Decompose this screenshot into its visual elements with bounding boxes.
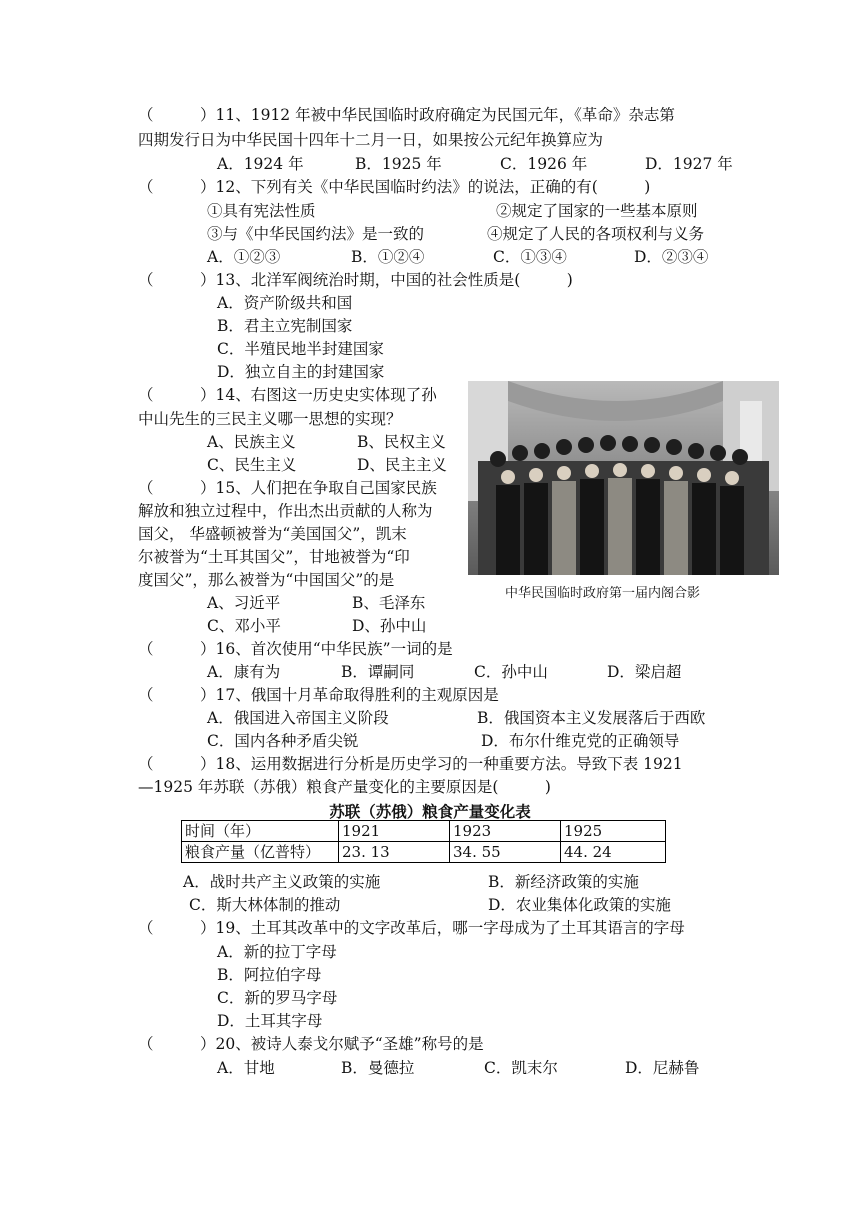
table-row [182, 821, 666, 842]
q12-option-d[interactable]: D．②③④ [634, 248, 709, 266]
q18-option-d[interactable]: D．农业集体化政策的实施 [488, 896, 671, 914]
q18-stem-line2: —1925 年苏联（苏俄）粮食产量变化的主要原因是( ) [138, 778, 551, 796]
table-cell: 23. 13 [339, 842, 450, 863]
table-header-cell: 1925 [561, 821, 666, 842]
q12-option-c[interactable]: C．①③④ [493, 248, 567, 266]
q11-option-a[interactable]: A．1924 年 [217, 155, 304, 173]
q18-option-a[interactable]: A．战时共产主义政策的实施 [183, 873, 381, 891]
q14-stem-line1: （ ）14、右图这一历史史实体现了孙 [138, 386, 437, 404]
q20-stem: （ ）20、被诗人泰戈尔赋予“圣雄”称号的是 [138, 1035, 484, 1053]
q12-item-4: ④规定了人民的各项权利与义务 [487, 225, 705, 243]
q15-option-b[interactable]: B、毛泽东 [352, 594, 426, 612]
q16-option-b[interactable]: B．谭嗣同 [341, 663, 415, 681]
q16-option-c[interactable]: C．孙中山 [474, 663, 548, 681]
q12-item-1: ①具有宪法性质 [207, 202, 316, 220]
q13-option-a[interactable]: A．资产阶级共和国 [217, 294, 353, 312]
q20-option-c[interactable]: C．凯末尔 [484, 1059, 558, 1077]
q12-item-3: ③与《中华民国约法》是一致的 [207, 225, 425, 243]
q13-option-d[interactable]: D．独立自主的封建国家 [217, 363, 385, 381]
q17-option-d[interactable]: D．布尔什维克党的正确领导 [481, 732, 680, 750]
q14-option-d[interactable]: D、民主主义 [357, 456, 447, 474]
q20-option-b[interactable]: B．曼德拉 [341, 1059, 415, 1077]
q13-option-c[interactable]: C．半殖民地半封建国家 [217, 340, 384, 358]
q11-stem-line2: 四期发行日为中华民国十四年十二月一日，如果按公元纪年换算应为 [138, 131, 604, 149]
q15-stem-line4: 尔被誉为“土耳其国父”，甘地被誉为“印 [138, 548, 410, 566]
q17-stem: （ ）17、俄国十月革命取得胜利的主观原因是 [138, 686, 499, 704]
q18-stem-line1: （ ）18、运用数据进行分析是历史学习的一种重要方法。导致下表 1921 [138, 755, 683, 773]
q11-stem-line1: （ ）11、1912 年被中华民国临时政府确定为民国元年，《革命》杂志第 [138, 106, 675, 124]
q19-option-b[interactable]: B．阿拉伯字母 [217, 966, 322, 984]
q15-stem-line5: 度国父”，那么被誉为“中国国父”的是 [138, 571, 395, 589]
q12-option-b[interactable]: B．①②④ [351, 248, 425, 266]
q15-stem-line3: 国父， 华盛顿被誉为“美国国父”，凯末 [138, 525, 407, 543]
q14-stem-line2: 中山先生的三民主义哪一思想的实现？ [138, 410, 402, 428]
q12-stem: （ ）12、下列有关《中华民国临时约法》的说法，正确的有( ) [138, 178, 651, 196]
q14-option-c[interactable]: C、民生主义 [207, 456, 297, 474]
q15-option-c[interactable]: C、邓小平 [207, 617, 281, 635]
table-cell: 34. 55 [450, 842, 561, 863]
q11-option-b[interactable]: B．1925 年 [355, 155, 442, 173]
q11-option-c[interactable]: C．1926 年 [500, 155, 588, 173]
table-header-cell: 时间（年） [182, 821, 339, 842]
q11-option-d[interactable]: D．1927 年 [645, 155, 733, 173]
q15-stem-line1: （ ）15、人们把在争取自己国家民族 [138, 479, 437, 497]
q12-option-a[interactable]: A．①②③ [207, 248, 281, 266]
q18-option-b[interactable]: B．新经济政策的实施 [488, 873, 639, 891]
q12-item-2: ②规定了国家的一些基本原则 [496, 202, 698, 220]
q13-option-b[interactable]: B．君主立宪制国家 [217, 317, 353, 335]
q16-stem: （ ）16、首次使用“中华民族”一词的是 [138, 640, 453, 658]
q14-option-a[interactable]: A、民族主义 [207, 433, 296, 451]
q20-option-a[interactable]: A．甘地 [217, 1059, 275, 1077]
table-row [182, 842, 666, 863]
q19-option-d[interactable]: D．土耳其字母 [217, 1012, 323, 1030]
grain-output-table [181, 820, 666, 863]
table-cell: 粮食产量（亿普特） [182, 842, 339, 863]
q13-stem: （ ）13、北洋军阀统治时期，中国的社会性质是( ) [138, 271, 573, 289]
q19-option-a[interactable]: A．新的拉丁字母 [217, 943, 337, 961]
cabinet-group-photo [468, 381, 779, 575]
q17-option-b[interactable]: B．俄国资本主义发展落后于西欧 [477, 709, 706, 727]
grain-table-title: 苏联（苏俄）粮食产量变化表 [329, 803, 531, 821]
q18-option-c[interactable]: C．斯大林体制的推动 [189, 896, 341, 914]
q16-option-d[interactable]: D．梁启超 [607, 663, 682, 681]
table-cell: 44. 24 [561, 842, 666, 863]
photo-caption: 中华民国临时政府第一届内阁合影 [505, 586, 701, 601]
table-header-cell: 1923 [450, 821, 561, 842]
q15-stem-line2: 解放和独立过程中，作出杰出贡献的人称为 [138, 502, 433, 520]
q20-option-d[interactable]: D．尼赫鲁 [625, 1059, 700, 1077]
q15-option-a[interactable]: A、习近平 [207, 594, 281, 612]
q17-option-a[interactable]: A．俄国进入帝国主义阶段 [207, 709, 389, 727]
q16-option-a[interactable]: A．康有为 [207, 663, 281, 681]
q19-stem: （ ）19、土耳其改革中的文字改革后，哪一字母成为了土耳其语言的字母 [138, 919, 685, 937]
q19-option-c[interactable]: C．新的罗马字母 [217, 989, 338, 1007]
q14-option-b[interactable]: B、民权主义 [357, 433, 446, 451]
q17-option-c[interactable]: C．国内各种矛盾尖锐 [207, 732, 359, 750]
q15-option-d[interactable]: D、孙中山 [352, 617, 427, 635]
table-header-cell: 1921 [339, 821, 450, 842]
